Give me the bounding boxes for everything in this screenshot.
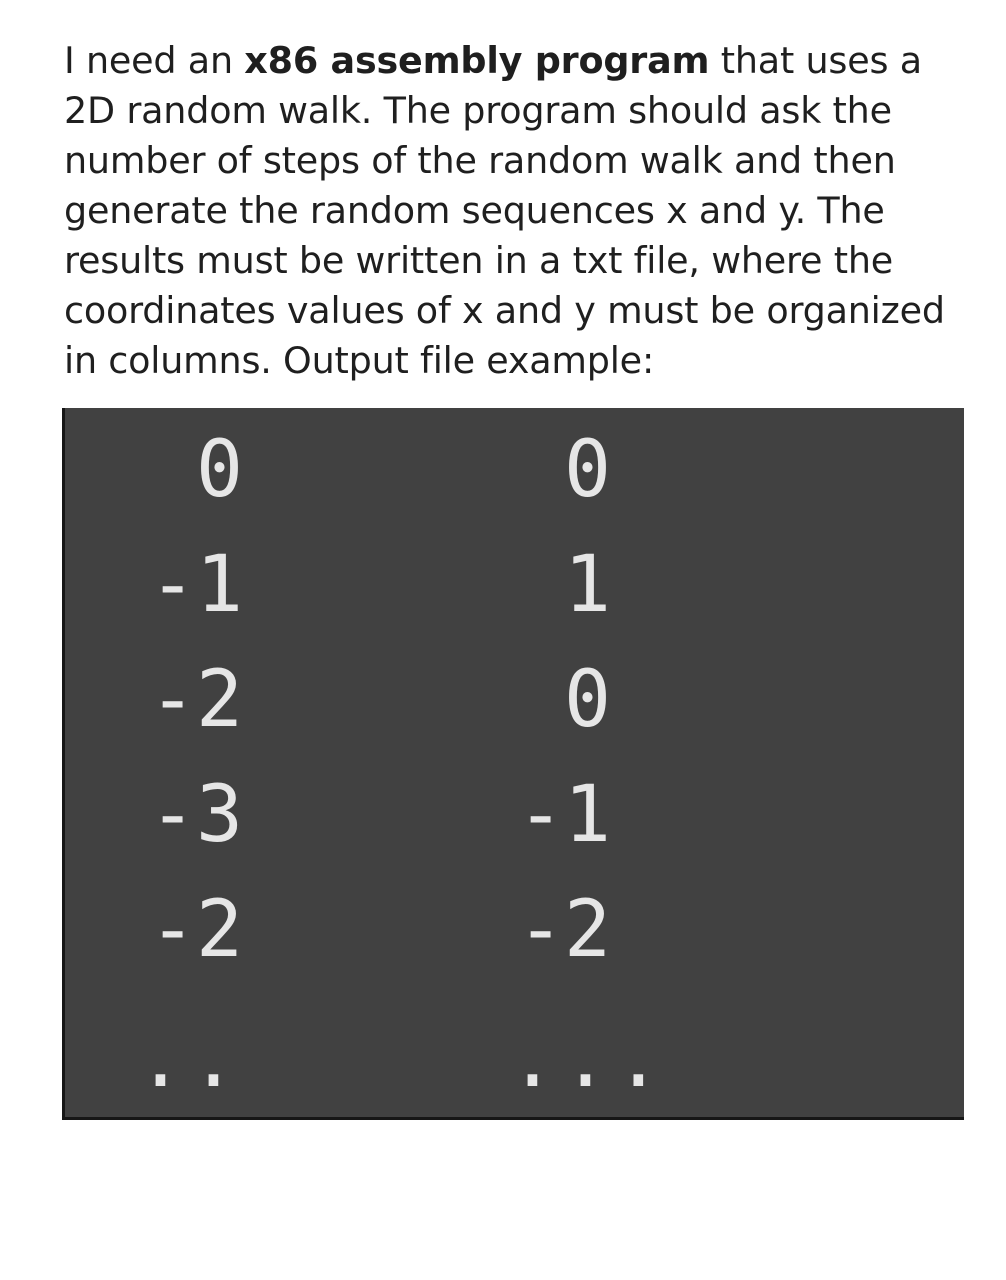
output-x-ellipsis: .. <box>137 1015 243 1105</box>
question-text-bold: x86 assembly program <box>244 39 710 82</box>
output-x-value: 0 <box>196 425 243 515</box>
output-x-value: -2 <box>149 655 243 745</box>
question-text-start: I need an <box>64 39 245 82</box>
question-text <box>64 36 974 386</box>
output-y-ellipsis: ... <box>509 1015 668 1105</box>
output-y-value: 0 <box>564 425 611 515</box>
output-x-value: -2 <box>149 885 243 975</box>
output-file-example <box>62 408 964 1120</box>
question-text-end: that uses a 2D random walk. The program should ask the number of steps of the random walk and then generate the random sequences x and y. The results must be written in a txt file, where the coordinates values of x and y must be organized in columns. Output file example: <box>64 39 945 382</box>
output-y-value: 1 <box>564 540 611 630</box>
output-x-value: -3 <box>149 770 243 860</box>
output-y-value: 0 <box>564 655 611 745</box>
output-x-value: -1 <box>149 540 243 630</box>
output-y-value: -1 <box>517 770 611 860</box>
output-y-value: -2 <box>517 885 611 975</box>
